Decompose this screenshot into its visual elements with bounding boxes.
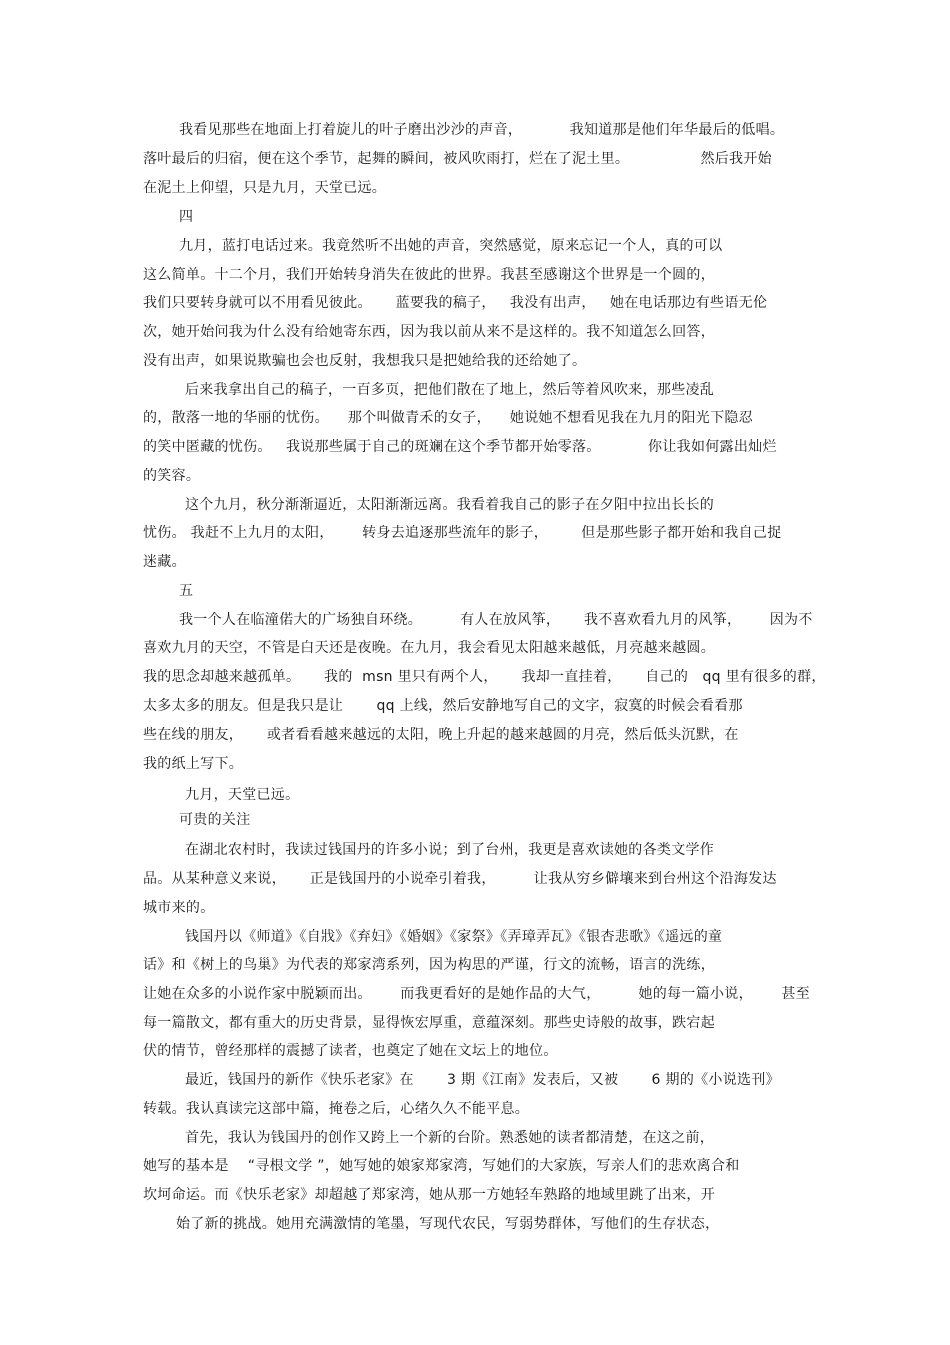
text-line: 始了新的挑战。她用充满激情的笔墨，写现代农民，写弱势群体，写他们的生存状态， [176, 1216, 720, 1232]
text-line: 没有出声，如果说欺骗也会也反射，我想我只是把她给我的还给她了。 [143, 353, 587, 369]
section-heading: 四 [179, 209, 194, 225]
text-line: 喜欢九月的天空，不管是白天还是夜晚。在九月，我会看见太阳越来越低，月亮越来越圆。 [143, 640, 715, 656]
text-line: 迷藏。 [143, 554, 186, 570]
text-line: 次，她开始问我为什么没有给她寄东西，因为我以前从来不是这样的。我不知道怎么回答， [143, 324, 715, 340]
text-line: 这么简单。十二个月，我们开始转身消失在彼此的世界。我甚至感谢这个世界是一个圆的， [143, 267, 715, 283]
text-line: 九月，蓝打电话过来。我竟然听不出她的声音，突然感觉，原来忘记一个人，真的可以 [179, 238, 723, 254]
text-line: 坎坷命运。而《快乐老家》却超越了郑家湾，她从那一方她轻车熟路的地域里跳了出来，开 [143, 1187, 715, 1203]
text-line: 在泥土上仰望，只是九月，天堂已远。 [143, 180, 387, 196]
text-line: 最近，钱国丹的新作《快乐老家》在 3 期《江南》发表后，又被 6 期的《小说选刊》 [185, 1072, 780, 1088]
text-line: 些在线的朋友， 或者看看越来越远的太阳，晚上升起的越来越圆的月亮，然后低头沉默，在 [143, 727, 739, 743]
text-line: 在湖北农村时，我读过钱国丹的许多小说；到了台州，我更是喜欢读她的各类文学作 [185, 842, 715, 858]
text-line: 让她在众多的小说作家中脱颖而出。 而我更看好的是她作品的大气， 她的每一篇小说， 甚至 [143, 986, 811, 1002]
text-line: 的笑容。 [143, 468, 201, 484]
text-line: 转载。我认真读完这部中篇，掩卷之后，心绪久久不能平息。 [143, 1101, 530, 1117]
text-line: 城市来的。 [143, 900, 215, 916]
text-line: 我的思念却越来越孤单。 我的 msn 里只有两个人， 我却一直挂着， 自己的 qq 里有很多的群， [143, 669, 826, 685]
text-line: 首先，我认为钱国丹的创作又跨上一个新的台阶。熟悉她的读者都清楚，在这之前， [185, 1130, 715, 1146]
text-line: 我们只要转身就可以不用看见彼此。 蓝要我的稿子， 我没有出声， 她在电话那边有些语无伦 [143, 295, 768, 311]
text-line: 品。从某种意义来说， 正是钱国丹的小说牵引着我， 让我从穷乡僻壤来到台州这个沿海发达 [143, 871, 777, 887]
text-line: 九月，天堂已远。 [185, 787, 300, 803]
text-line: 忧伤。 我赶不上九月的太阳， 转身去追逐那些流年的影子， 但是那些影子都开始和我自己捉 [143, 525, 782, 541]
article-title: 可贵的关注 [179, 812, 251, 828]
text-line: 话》和《树上的鸟巢》为代表的郑家湾系列，因为构思的严谨，行文的流畅，语言的洗练， [143, 957, 715, 973]
text-line: 伏的情节，曾经那样的震撼了读者，也奠定了她在文坛上的地位。 [143, 1043, 558, 1059]
text-line: 我的纸上写下。 [143, 756, 244, 772]
text-line: 每一篇散文，都有重大的历史背景，显得恢宏厚重，意蕴深刻。那些史诗般的故事，跌宕起 [143, 1015, 715, 1031]
text-line: 太多太多的朋友。但是我只是让 qq 上线，然后安静地写自己的文字，寂寞的时候会看看那 [143, 698, 743, 714]
text-line: 我看见那些在地面上打着旋儿的叶子磨出沙沙的声音， 我知道那是他们年华最后的低唱。 [179, 122, 785, 138]
section-heading: 五 [179, 583, 194, 599]
text-line: 这个九月，秋分渐渐逼近，太阳渐渐远离。我看着我自己的影子在夕阳中拉出长长的 [185, 497, 715, 513]
text-line: 我一个人在临潼偌大的广场独自环绕。 有人在放风筝， 我不喜欢看九月的风筝， 因为不 [179, 612, 813, 628]
text-line: 钱国丹以《师道》《自戕》《弃妇》《婚姻》《家祭》《弄璋弄瓦》《银杏悲歌》《遥远的童 [185, 929, 723, 945]
text-line: 她写的基本是 “寻根文学 ”，她写她的娘家郑家湾，写她们的大家族，写亲人们的悲欢离合和 [143, 1158, 740, 1174]
text-line: 的笑中匿藏的忧伤。 我说那些属于自己的斑斓在这个季节都开始零落。 你让我如何露出灿烂 [143, 439, 777, 455]
text-line: 落叶最后的归宿，便在这个季节，起舞的瞬间，被风吹雨打，烂在了泥土里。 然后我开始 [143, 151, 772, 167]
text-line: 的，散落一地的华丽的忧伤。 那个叫做青禾的女子， 她说她不想看见我在九月的阳光下隐忍 [143, 410, 753, 426]
text-line: 后来我拿出自己的稿子，一百多页，把他们散在了地上，然后等着风吹来，那些凌乱 [185, 382, 715, 398]
